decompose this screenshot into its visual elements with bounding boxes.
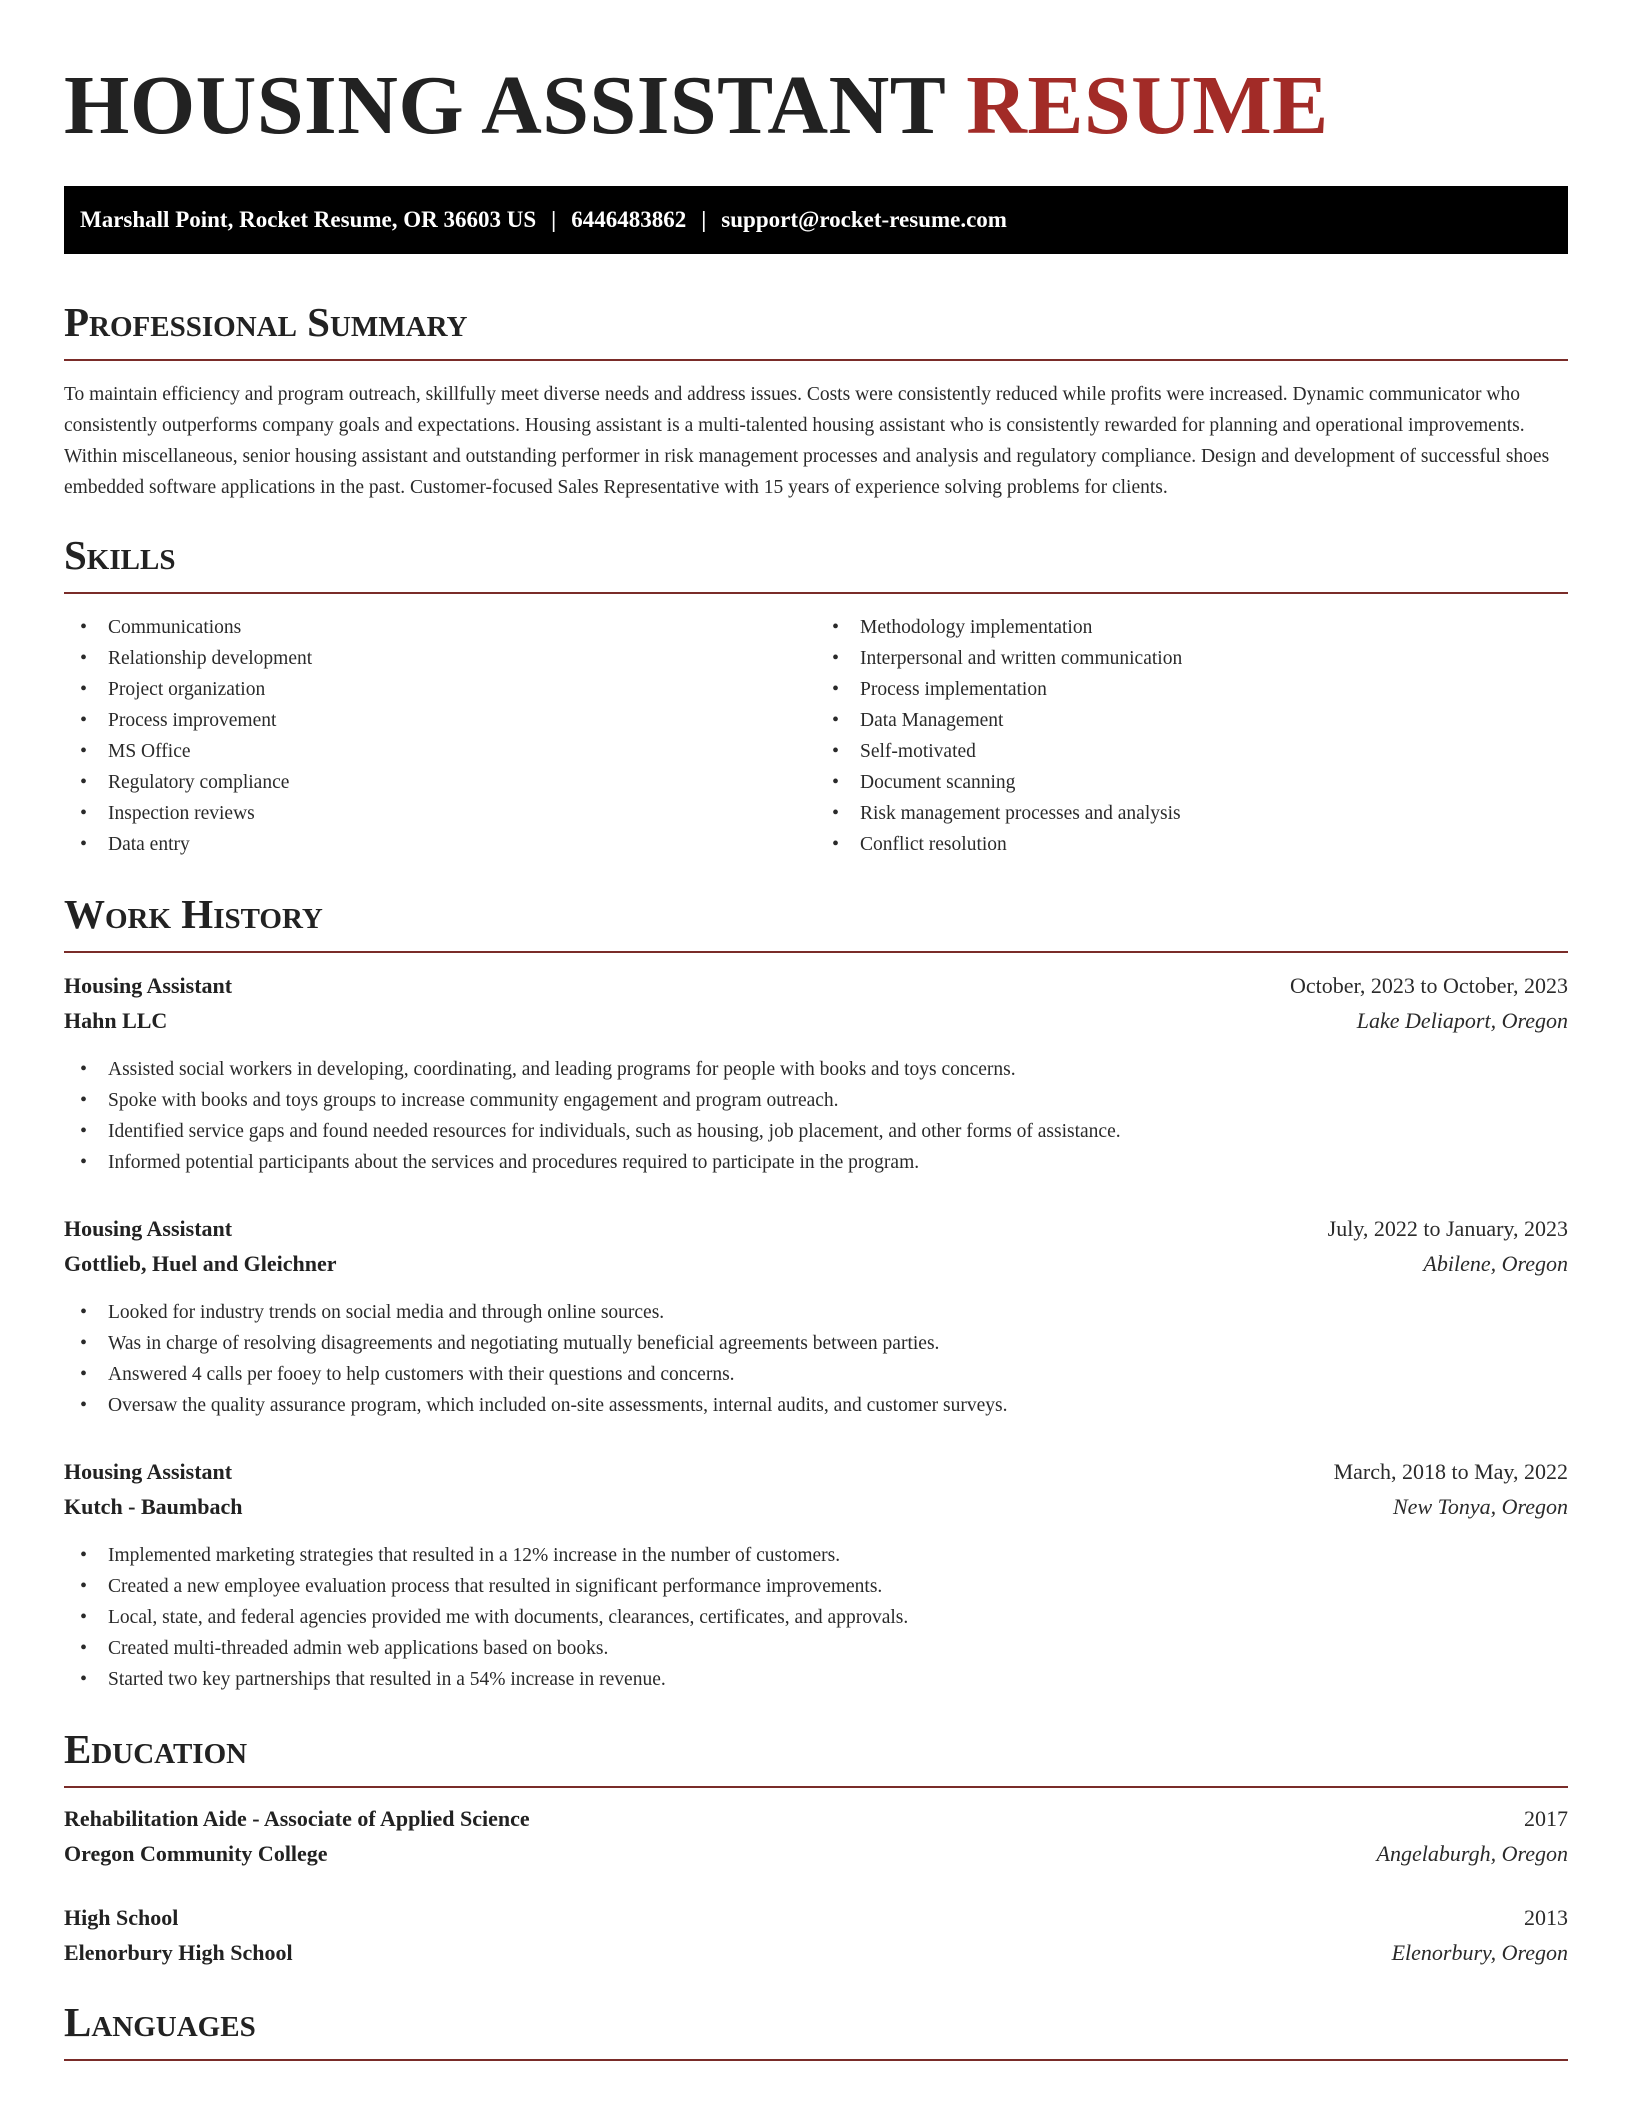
- skill-item: • Methodology implementation: [816, 612, 1568, 643]
- job-bullet: • Answered 4 calls per fooey to help customers with their questions and concerns.: [64, 1359, 1568, 1390]
- skill-item: • Data Management: [816, 705, 1568, 736]
- job-company: Hahn LLC: [64, 1008, 168, 1033]
- education-location: Elenorbury, Oregon: [1391, 1940, 1568, 1965]
- job-location: Abilene, Oregon: [1423, 1251, 1568, 1276]
- education-entry: [64, 1905, 1568, 1966]
- job-entry: [64, 1459, 1568, 1695]
- job-bullets: [64, 1054, 1568, 1178]
- contact-bar: [64, 186, 1568, 254]
- skill-item: • Data entry: [64, 829, 816, 860]
- resume-title: [64, 59, 1568, 152]
- education-year: 2013: [1524, 1905, 1568, 1930]
- job-company: Kutch - Baumbach: [64, 1494, 243, 1519]
- skill-item: • Interpersonal and written communication: [816, 643, 1568, 674]
- job-bullet: • Was in charge of resolving disagreements and negotiating mutually beneficial agreements between parties.: [64, 1328, 1568, 1359]
- job-bullets: [64, 1297, 1568, 1421]
- job-bullet: • Oversaw the quality assurance program, which included on-site assessments, internal audits, and customer surveys.: [64, 1390, 1568, 1421]
- skill-item: • MS Office: [64, 736, 816, 767]
- job-title: Housing Assistant: [64, 1459, 233, 1484]
- job-dates: October, 2023 to October, 2023: [1289, 973, 1568, 998]
- job-bullet: • Identified service gaps and found needed resources for individuals, such as housing, job placement, and other forms of assistance.: [64, 1116, 1568, 1147]
- job-bullet: • Implemented marketing strategies that resulted in a 12% increase in the number of customers.: [64, 1540, 1568, 1571]
- education-school-row: [64, 1841, 1568, 1867]
- job-entry: [64, 973, 1568, 1178]
- job-bullet: • Spoke with books and toys groups to increase community engagement and program outreach.: [64, 1085, 1568, 1116]
- summary-heading: Professional Summary: [64, 302, 1568, 361]
- work-history-heading: Work History: [64, 894, 1568, 953]
- job-bullet: • Created multi-threaded admin web applications based on books.: [64, 1633, 1568, 1664]
- job-header-row: [64, 973, 1568, 999]
- education-degree-row: [64, 1905, 1568, 1931]
- job-company-row: [64, 1008, 1568, 1034]
- education-school: Elenorbury High School: [64, 1940, 293, 1965]
- education-year: 2017: [1524, 1806, 1568, 1831]
- education-degree: High School: [64, 1905, 179, 1930]
- contact-phone: 6446483862: [571, 207, 687, 232]
- contact-email: support@rocket-resume.com: [721, 207, 1007, 232]
- job-bullet: • Local, state, and federal agencies provided me with documents, clearances, certificates, and approvals.: [64, 1602, 1568, 1633]
- job-bullet: • Started two key partnerships that resulted in a 54% increase in revenue.: [64, 1664, 1568, 1695]
- job-bullet: • Assisted social workers in developing, coordinating, and leading programs for people with books and toys concerns.: [64, 1054, 1568, 1085]
- job-entry: [64, 1216, 1568, 1421]
- skills-column-left: [64, 612, 816, 860]
- job-company-row: [64, 1494, 1568, 1520]
- education-school-row: [64, 1940, 1568, 1966]
- skills-column-right: [816, 612, 1568, 860]
- education-school: Oregon Community College: [64, 1841, 328, 1866]
- languages-heading: Languages: [64, 2002, 1568, 2061]
- education-heading: Education: [64, 1729, 1568, 1788]
- skill-item: • Regulatory compliance: [64, 767, 816, 798]
- job-bullet: • Looked for industry trends on social media and through online sources.: [64, 1297, 1568, 1328]
- skills-heading: Skills: [64, 535, 1568, 594]
- job-dates: March, 2018 to May, 2022: [1333, 1459, 1568, 1484]
- skill-item: • Inspection reviews: [64, 798, 816, 829]
- education-entry: [64, 1806, 1568, 1867]
- skills-grid: [64, 612, 1568, 860]
- job-title: Housing Assistant: [64, 973, 233, 998]
- skill-item: • Self-motivated: [816, 736, 1568, 767]
- job-header-row: [64, 1459, 1568, 1485]
- job-company-row: [64, 1251, 1568, 1277]
- skill-item: • Communications: [64, 612, 816, 643]
- summary-text: To maintain efficiency and program outreach, skillfully meet diverse needs and address issues. Costs were consistently reduced while profits were increased. Dynamic communicator who consistently outperforms company goals and expectations. Housing assistant is a multi-talented housing assistant who is consistently rewarded for planning and operational improvements. Within miscellaneous, senior housing assistant and outstanding performer in risk management processes and analysis and regulatory compliance. Design and development of successful shoes embedded software applications in the past. Customer-focused Sales Representative with 15 years of experience solving problems for clients.: [64, 384, 1550, 498]
- title-accent: RESUME: [966, 59, 1329, 152]
- job-header-row: [64, 1216, 1568, 1242]
- job-location: New Tonya, Oregon: [1393, 1494, 1568, 1519]
- job-bullets: [64, 1540, 1568, 1695]
- skill-item: • Conflict resolution: [816, 829, 1568, 860]
- skill-item: • Relationship development: [64, 643, 816, 674]
- job-location: Lake Deliaport, Oregon: [1356, 1008, 1568, 1033]
- job-title: Housing Assistant: [64, 1216, 233, 1241]
- job-bullet: • Created a new employee evaluation process that resulted in significant performance improvements.: [64, 1571, 1568, 1602]
- skill-item: • Document scanning: [816, 767, 1568, 798]
- contact-separator: |: [701, 207, 707, 232]
- job-company: Gottlieb, Huel and Gleichner: [64, 1251, 337, 1276]
- skill-item: • Risk management processes and analysis: [816, 798, 1568, 829]
- education-location: Angelaburgh, Oregon: [1376, 1841, 1568, 1866]
- job-dates: July, 2022 to January, 2023: [1327, 1216, 1568, 1241]
- skill-item: • Process implementation: [816, 674, 1568, 705]
- contact-address: Marshall Point, Rocket Resume, OR 36603 US: [80, 207, 537, 232]
- skill-item: • Process improvement: [64, 705, 816, 736]
- skill-item: • Project organization: [64, 674, 816, 705]
- title-main: HOUSING ASSISTANT: [64, 59, 945, 152]
- education-degree-row: [64, 1806, 1568, 1832]
- contact-separator: |: [551, 207, 557, 232]
- job-bullet: • Informed potential participants about the services and procedures required to participate in the program.: [64, 1147, 1568, 1178]
- education-degree: Rehabilitation Aide - Associate of Applied Science: [64, 1806, 530, 1831]
